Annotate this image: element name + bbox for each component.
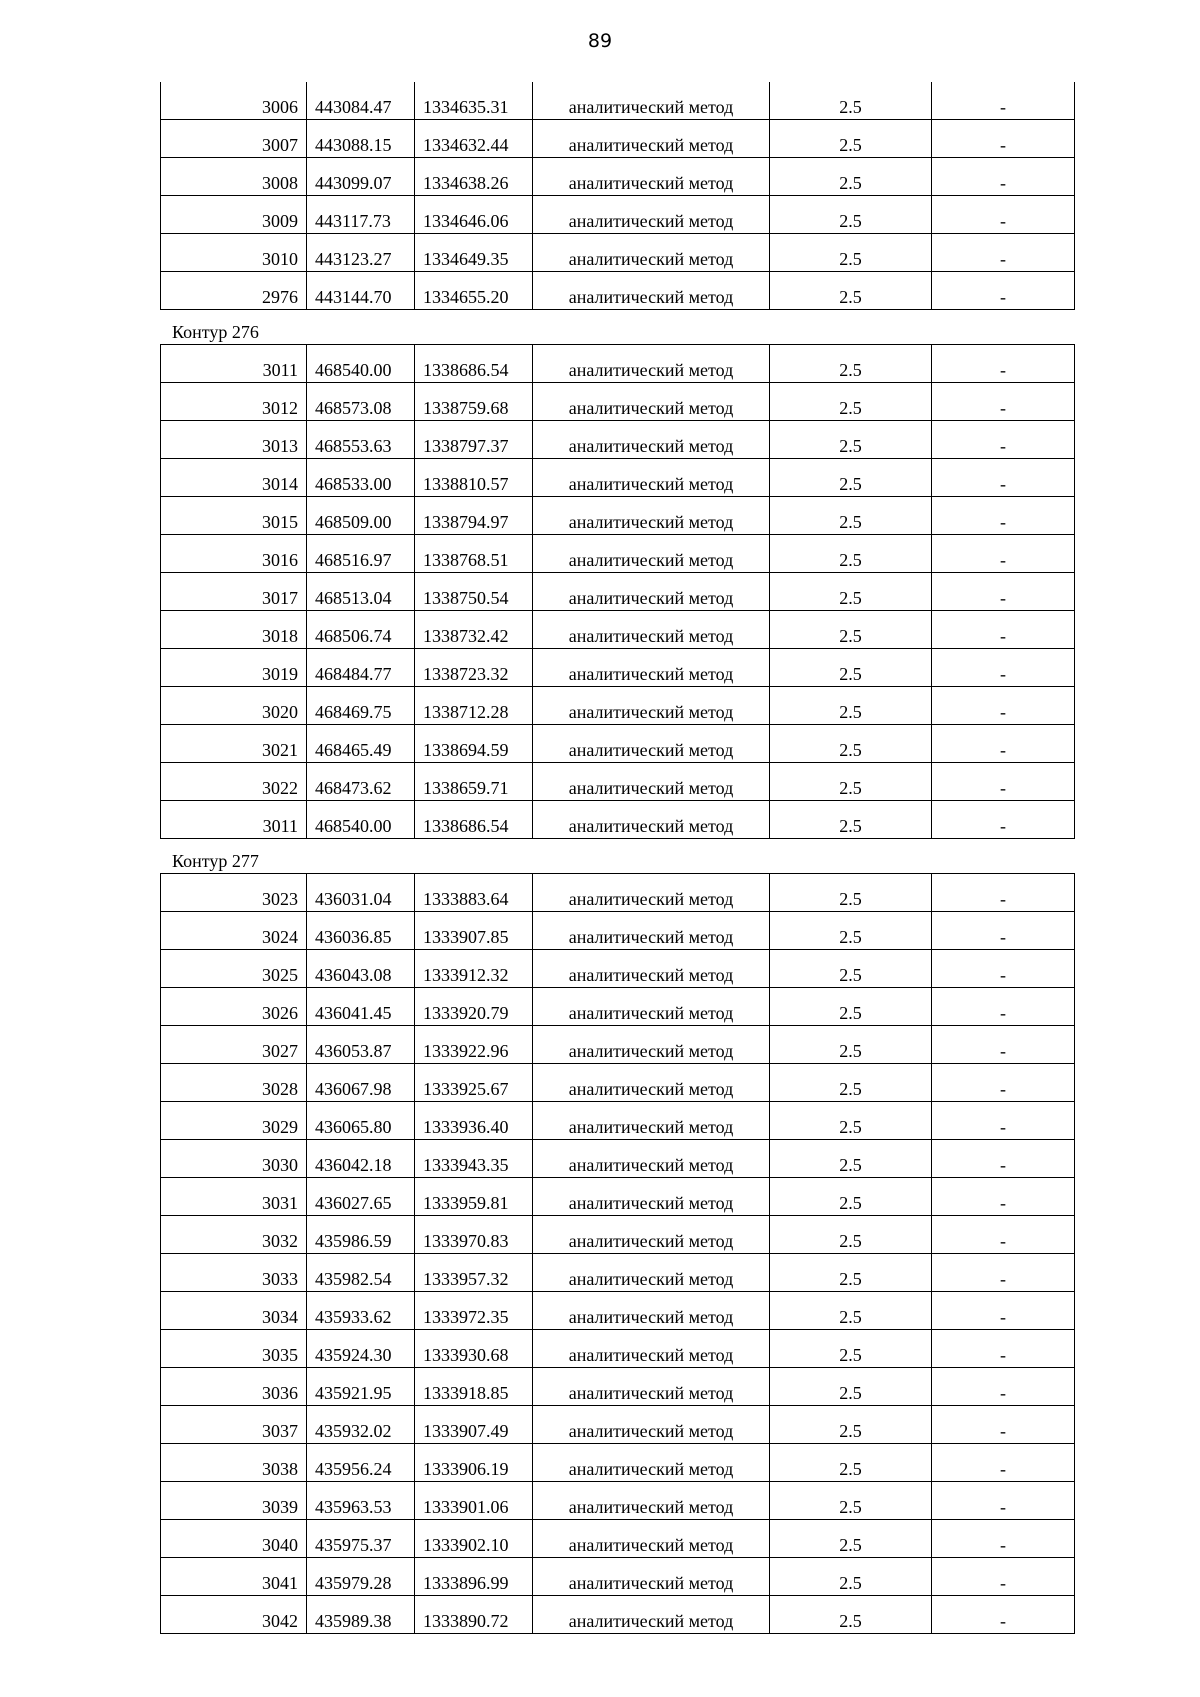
point-number-cell: 3023	[161, 874, 307, 912]
method-cell: аналитический метод	[533, 459, 770, 497]
accuracy-cell: 2.5	[770, 421, 932, 459]
x-coordinate-cell: 435921.95	[307, 1368, 415, 1406]
y-coordinate-cell: 1333906.19	[415, 1444, 533, 1482]
method-cell: аналитический метод	[533, 1292, 770, 1330]
table-row	[161, 158, 1075, 196]
accuracy-cell: 2.5	[770, 1444, 932, 1482]
x-coordinate-cell: 436042.18	[307, 1140, 415, 1178]
point-number-cell: 3010	[161, 234, 307, 272]
x-coordinate-cell: 435986.59	[307, 1216, 415, 1254]
x-coordinate-cell: 468506.74	[307, 611, 415, 649]
table-row	[161, 1216, 1075, 1254]
table-row	[161, 763, 1075, 801]
point-number-cell: 3030	[161, 1140, 307, 1178]
point-number-cell: 3008	[161, 158, 307, 196]
accuracy-cell: 2.5	[770, 1140, 932, 1178]
point-number-cell: 3036	[161, 1368, 307, 1406]
method-cell: аналитический метод	[533, 1064, 770, 1102]
accuracy-cell: 2.5	[770, 345, 932, 383]
x-coordinate-cell: 468473.62	[307, 763, 415, 801]
table-row	[161, 234, 1075, 272]
accuracy-cell: 2.5	[770, 912, 932, 950]
x-coordinate-cell: 435975.37	[307, 1520, 415, 1558]
x-coordinate-cell: 468533.00	[307, 459, 415, 497]
note-cell: -	[932, 1064, 1075, 1102]
note-cell: -	[932, 1178, 1075, 1216]
x-coordinate-cell: 436036.85	[307, 912, 415, 950]
table-row	[161, 1406, 1075, 1444]
point-number-cell: 3020	[161, 687, 307, 725]
table-row	[161, 1026, 1075, 1064]
note-cell: -	[932, 459, 1075, 497]
x-coordinate-cell: 468509.00	[307, 497, 415, 535]
x-coordinate-cell: 435933.62	[307, 1292, 415, 1330]
accuracy-cell: 2.5	[770, 988, 932, 1026]
page-number: 89	[587, 30, 613, 52]
accuracy-cell: 2.5	[770, 1558, 932, 1596]
method-cell: аналитический метод	[533, 383, 770, 421]
y-coordinate-cell: 1333918.85	[415, 1368, 533, 1406]
note-cell: -	[932, 1444, 1075, 1482]
y-coordinate-cell: 1334646.06	[415, 196, 533, 234]
accuracy-cell: 2.5	[770, 1178, 932, 1216]
method-cell: аналитический метод	[533, 1520, 770, 1558]
method-cell: аналитический метод	[533, 234, 770, 272]
point-number-cell: 3027	[161, 1026, 307, 1064]
method-cell: аналитический метод	[533, 988, 770, 1026]
accuracy-cell: 2.5	[770, 725, 932, 763]
method-cell: аналитический метод	[533, 874, 770, 912]
point-number-cell: 3041	[161, 1558, 307, 1596]
method-cell: аналитический метод	[533, 1330, 770, 1368]
point-number-cell: 3011	[161, 801, 307, 839]
accuracy-cell: 2.5	[770, 1064, 932, 1102]
table-row	[161, 82, 1075, 120]
x-coordinate-cell: 468513.04	[307, 573, 415, 611]
table-row	[161, 383, 1075, 421]
table-row	[161, 801, 1075, 839]
note-cell: -	[932, 573, 1075, 611]
point-number-cell: 3037	[161, 1406, 307, 1444]
y-coordinate-cell: 1333970.83	[415, 1216, 533, 1254]
y-coordinate-cell: 1333890.72	[415, 1596, 533, 1634]
x-coordinate-cell: 436053.87	[307, 1026, 415, 1064]
table-row	[161, 1558, 1075, 1596]
note-cell: -	[932, 950, 1075, 988]
accuracy-cell: 2.5	[770, 1026, 932, 1064]
coordinates-tables	[160, 82, 1070, 1634]
y-coordinate-cell: 1333957.32	[415, 1254, 533, 1292]
note-cell: -	[932, 196, 1075, 234]
y-coordinate-cell: 1334649.35	[415, 234, 533, 272]
method-cell: аналитический метод	[533, 120, 770, 158]
point-number-cell: 3021	[161, 725, 307, 763]
point-number-cell: 3006	[161, 82, 307, 120]
note-cell: -	[932, 1406, 1075, 1444]
method-cell: аналитический метод	[533, 82, 770, 120]
x-coordinate-cell: 435956.24	[307, 1444, 415, 1482]
y-coordinate-cell: 1334638.26	[415, 158, 533, 196]
y-coordinate-cell: 1338694.59	[415, 725, 533, 763]
note-cell: -	[932, 421, 1075, 459]
method-cell: аналитический метод	[533, 1216, 770, 1254]
table-row	[161, 1178, 1075, 1216]
x-coordinate-cell: 435982.54	[307, 1254, 415, 1292]
point-number-cell: 3022	[161, 763, 307, 801]
y-coordinate-cell: 1333922.96	[415, 1026, 533, 1064]
note-cell: -	[932, 611, 1075, 649]
x-coordinate-cell: 435989.38	[307, 1596, 415, 1634]
point-number-cell: 2976	[161, 272, 307, 310]
table-row	[161, 912, 1075, 950]
accuracy-cell: 2.5	[770, 158, 932, 196]
method-cell: аналитический метод	[533, 1444, 770, 1482]
note-cell: -	[932, 1520, 1075, 1558]
table-row	[161, 421, 1075, 459]
y-coordinate-cell: 1333902.10	[415, 1520, 533, 1558]
x-coordinate-cell: 436067.98	[307, 1064, 415, 1102]
note-cell: -	[932, 725, 1075, 763]
table-row	[161, 687, 1075, 725]
note-cell: -	[932, 158, 1075, 196]
note-cell: -	[932, 345, 1075, 383]
note-cell: -	[932, 801, 1075, 839]
accuracy-cell: 2.5	[770, 573, 932, 611]
y-coordinate-cell: 1338732.42	[415, 611, 533, 649]
x-coordinate-cell: 468516.97	[307, 535, 415, 573]
y-coordinate-cell: 1333901.06	[415, 1482, 533, 1520]
y-coordinate-cell: 1338794.97	[415, 497, 533, 535]
accuracy-cell: 2.5	[770, 497, 932, 535]
contour-label: Контур 276	[172, 322, 259, 342]
table-row	[161, 1520, 1075, 1558]
table-row	[161, 1292, 1075, 1330]
note-cell: -	[932, 234, 1075, 272]
note-cell: -	[932, 649, 1075, 687]
accuracy-cell: 2.5	[770, 1596, 932, 1634]
method-cell: аналитический метод	[533, 1406, 770, 1444]
table-row	[161, 1254, 1075, 1292]
note-cell: -	[932, 1216, 1075, 1254]
x-coordinate-cell: 468573.08	[307, 383, 415, 421]
note-cell: -	[932, 763, 1075, 801]
note-cell: -	[932, 1254, 1075, 1292]
method-cell: аналитический метод	[533, 1026, 770, 1064]
y-coordinate-cell: 1333925.67	[415, 1064, 533, 1102]
method-cell: аналитический метод	[533, 1482, 770, 1520]
y-coordinate-cell: 1333883.64	[415, 874, 533, 912]
x-coordinate-cell: 435979.28	[307, 1558, 415, 1596]
table-row	[161, 120, 1075, 158]
x-coordinate-cell: 443084.47	[307, 82, 415, 120]
point-number-cell: 3031	[161, 1178, 307, 1216]
x-coordinate-cell: 468540.00	[307, 345, 415, 383]
note-cell: -	[932, 1140, 1075, 1178]
point-number-cell: 3038	[161, 1444, 307, 1482]
x-coordinate-cell: 435963.53	[307, 1482, 415, 1520]
x-coordinate-cell: 436065.80	[307, 1102, 415, 1140]
accuracy-cell: 2.5	[770, 196, 932, 234]
note-cell: -	[932, 912, 1075, 950]
x-coordinate-cell: 468553.63	[307, 421, 415, 459]
accuracy-cell: 2.5	[770, 1102, 932, 1140]
y-coordinate-cell: 1338686.54	[415, 801, 533, 839]
y-coordinate-cell: 1338768.51	[415, 535, 533, 573]
point-number-cell: 3032	[161, 1216, 307, 1254]
note-cell: -	[932, 1596, 1075, 1634]
x-coordinate-cell: 443088.15	[307, 120, 415, 158]
y-coordinate-cell: 1334632.44	[415, 120, 533, 158]
table-row	[161, 874, 1075, 912]
table-row	[161, 1368, 1075, 1406]
table-row	[161, 535, 1075, 573]
y-coordinate-cell: 1333920.79	[415, 988, 533, 1026]
method-cell: аналитический метод	[533, 573, 770, 611]
point-number-cell: 3024	[161, 912, 307, 950]
y-coordinate-cell: 1333959.81	[415, 1178, 533, 1216]
y-coordinate-cell: 1338659.71	[415, 763, 533, 801]
point-number-cell: 3012	[161, 383, 307, 421]
method-cell: аналитический метод	[533, 1102, 770, 1140]
note-cell: -	[932, 82, 1075, 120]
accuracy-cell: 2.5	[770, 801, 932, 839]
y-coordinate-cell: 1333912.32	[415, 950, 533, 988]
coordinates-table	[160, 344, 1075, 839]
table-row	[161, 459, 1075, 497]
x-coordinate-cell: 443117.73	[307, 196, 415, 234]
y-coordinate-cell: 1333907.85	[415, 912, 533, 950]
x-coordinate-cell: 436041.45	[307, 988, 415, 1026]
y-coordinate-cell: 1333930.68	[415, 1330, 533, 1368]
y-coordinate-cell: 1333907.49	[415, 1406, 533, 1444]
method-cell: аналитический метод	[533, 611, 770, 649]
note-cell: -	[932, 1558, 1075, 1596]
method-cell: аналитический метод	[533, 345, 770, 383]
method-cell: аналитический метод	[533, 950, 770, 988]
method-cell: аналитический метод	[533, 725, 770, 763]
method-cell: аналитический метод	[533, 497, 770, 535]
table-row	[161, 950, 1075, 988]
table-row	[161, 497, 1075, 535]
method-cell: аналитический метод	[533, 1368, 770, 1406]
method-cell: аналитический метод	[533, 535, 770, 573]
point-number-cell: 3029	[161, 1102, 307, 1140]
method-cell: аналитический метод	[533, 649, 770, 687]
note-cell: -	[932, 1482, 1075, 1520]
y-coordinate-cell: 1338686.54	[415, 345, 533, 383]
y-coordinate-cell: 1334635.31	[415, 82, 533, 120]
coordinates-table	[160, 82, 1075, 310]
method-cell: аналитический метод	[533, 1558, 770, 1596]
accuracy-cell: 2.5	[770, 763, 932, 801]
method-cell: аналитический метод	[533, 1596, 770, 1634]
table-row	[161, 725, 1075, 763]
method-cell: аналитический метод	[533, 158, 770, 196]
method-cell: аналитический метод	[533, 272, 770, 310]
y-coordinate-cell: 1333943.35	[415, 1140, 533, 1178]
y-coordinate-cell: 1338712.28	[415, 687, 533, 725]
table-row	[161, 196, 1075, 234]
point-number-cell: 3013	[161, 421, 307, 459]
accuracy-cell: 2.5	[770, 234, 932, 272]
accuracy-cell: 2.5	[770, 120, 932, 158]
table-row	[161, 988, 1075, 1026]
y-coordinate-cell: 1334655.20	[415, 272, 533, 310]
table-row	[161, 611, 1075, 649]
accuracy-cell: 2.5	[770, 1330, 932, 1368]
point-number-cell: 3028	[161, 1064, 307, 1102]
note-cell: -	[932, 1368, 1075, 1406]
note-cell: -	[932, 272, 1075, 310]
table-row	[161, 1444, 1075, 1482]
accuracy-cell: 2.5	[770, 687, 932, 725]
y-coordinate-cell: 1333896.99	[415, 1558, 533, 1596]
method-cell: аналитический метод	[533, 687, 770, 725]
table-row	[161, 345, 1075, 383]
note-cell: -	[932, 1026, 1075, 1064]
note-cell: -	[932, 497, 1075, 535]
y-coordinate-cell: 1338810.57	[415, 459, 533, 497]
accuracy-cell: 2.5	[770, 272, 932, 310]
x-coordinate-cell: 468540.00	[307, 801, 415, 839]
point-number-cell: 3011	[161, 345, 307, 383]
coordinates-table	[160, 873, 1075, 1634]
x-coordinate-cell: 435932.02	[307, 1406, 415, 1444]
y-coordinate-cell: 1338759.68	[415, 383, 533, 421]
accuracy-cell: 2.5	[770, 383, 932, 421]
accuracy-cell: 2.5	[770, 82, 932, 120]
y-coordinate-cell: 1338750.54	[415, 573, 533, 611]
point-number-cell: 3016	[161, 535, 307, 573]
method-cell: аналитический метод	[533, 1178, 770, 1216]
note-cell: -	[932, 1330, 1075, 1368]
note-cell: -	[932, 687, 1075, 725]
accuracy-cell: 2.5	[770, 1254, 932, 1292]
x-coordinate-cell: 443144.70	[307, 272, 415, 310]
accuracy-cell: 2.5	[770, 1292, 932, 1330]
note-cell: -	[932, 988, 1075, 1026]
x-coordinate-cell: 443123.27	[307, 234, 415, 272]
table-row	[161, 1102, 1075, 1140]
point-number-cell: 3033	[161, 1254, 307, 1292]
table-row	[161, 1596, 1075, 1634]
table-row	[161, 1140, 1075, 1178]
accuracy-cell: 2.5	[770, 1216, 932, 1254]
point-number-cell: 3034	[161, 1292, 307, 1330]
y-coordinate-cell: 1338797.37	[415, 421, 533, 459]
table-row	[161, 649, 1075, 687]
method-cell: аналитический метод	[533, 1140, 770, 1178]
x-coordinate-cell: 436043.08	[307, 950, 415, 988]
table-row	[161, 1064, 1075, 1102]
x-coordinate-cell: 468484.77	[307, 649, 415, 687]
y-coordinate-cell: 1333972.35	[415, 1292, 533, 1330]
y-coordinate-cell: 1338723.32	[415, 649, 533, 687]
point-number-cell: 3007	[161, 120, 307, 158]
accuracy-cell: 2.5	[770, 1482, 932, 1520]
note-cell: -	[932, 1102, 1075, 1140]
x-coordinate-cell: 468469.75	[307, 687, 415, 725]
contour-label: Контур 277	[172, 851, 259, 871]
point-number-cell: 3009	[161, 196, 307, 234]
accuracy-cell: 2.5	[770, 649, 932, 687]
point-number-cell: 3018	[161, 611, 307, 649]
table-row	[161, 1330, 1075, 1368]
x-coordinate-cell: 443099.07	[307, 158, 415, 196]
method-cell: аналитический метод	[533, 196, 770, 234]
x-coordinate-cell: 435924.30	[307, 1330, 415, 1368]
x-coordinate-cell: 436031.04	[307, 874, 415, 912]
method-cell: аналитический метод	[533, 421, 770, 459]
accuracy-cell: 2.5	[770, 535, 932, 573]
point-number-cell: 3042	[161, 1596, 307, 1634]
method-cell: аналитический метод	[533, 801, 770, 839]
x-coordinate-cell: 436027.65	[307, 1178, 415, 1216]
point-number-cell: 3039	[161, 1482, 307, 1520]
point-number-cell: 3017	[161, 573, 307, 611]
accuracy-cell: 2.5	[770, 1520, 932, 1558]
method-cell: аналитический метод	[533, 912, 770, 950]
note-cell: -	[932, 1292, 1075, 1330]
table-row	[161, 272, 1075, 310]
method-cell: аналитический метод	[533, 763, 770, 801]
point-number-cell: 3019	[161, 649, 307, 687]
point-number-cell: 3025	[161, 950, 307, 988]
accuracy-cell: 2.5	[770, 1406, 932, 1444]
point-number-cell: 3040	[161, 1520, 307, 1558]
y-coordinate-cell: 1333936.40	[415, 1102, 533, 1140]
note-cell: -	[932, 874, 1075, 912]
accuracy-cell: 2.5	[770, 1368, 932, 1406]
point-number-cell: 3015	[161, 497, 307, 535]
note-cell: -	[932, 120, 1075, 158]
point-number-cell: 3035	[161, 1330, 307, 1368]
point-number-cell: 3026	[161, 988, 307, 1026]
accuracy-cell: 2.5	[770, 874, 932, 912]
note-cell: -	[932, 383, 1075, 421]
accuracy-cell: 2.5	[770, 950, 932, 988]
accuracy-cell: 2.5	[770, 459, 932, 497]
table-row	[161, 573, 1075, 611]
accuracy-cell: 2.5	[770, 611, 932, 649]
point-number-cell: 3014	[161, 459, 307, 497]
note-cell: -	[932, 535, 1075, 573]
x-coordinate-cell: 468465.49	[307, 725, 415, 763]
method-cell: аналитический метод	[533, 1254, 770, 1292]
table-row	[161, 1482, 1075, 1520]
